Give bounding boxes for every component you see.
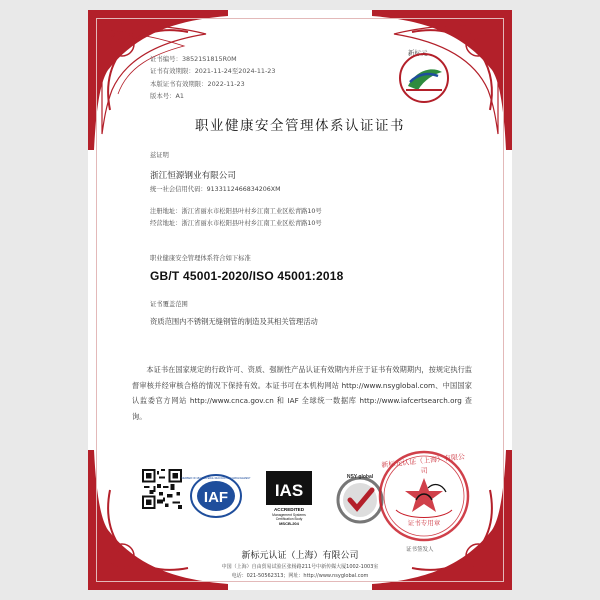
certify-label: 兹证明 [150, 152, 169, 159]
certificate-title: 职业健康安全管理体系认证证书 [195, 118, 405, 134]
certificate-meta [150, 53, 275, 103]
certificate-sheet [88, 10, 512, 590]
scope-text: 资质范围内不锈钢无缝钢管的制造及其相关管理活动 [150, 317, 318, 326]
certificate-number: 证书编号：38521S1815R0M [150, 55, 237, 63]
iaf-ring-text: MEMBER OF MULTILATERAL RECOGNITION ARRANGEMENT [181, 477, 251, 480]
scope-label: 证书覆盖范围 [150, 301, 188, 308]
top-logo-label: 新标元 [408, 49, 428, 57]
issuer-name: 新标元认证（上海）有限公司 [241, 551, 359, 561]
nsy-text: NSY global [346, 474, 374, 480]
ias-sub2: Management Systems [272, 513, 306, 517]
qr-code [142, 469, 182, 509]
iaf-text: IAF [203, 489, 229, 506]
ias-code: MSCB-204 [279, 521, 299, 526]
validity-notice: 本证书在国家规定的行政许可、资质、强制性产品认证有效期内并应于证书有效期期内，按规定执行监督审核并经审核合格的情况下保持有效。本证书可在本机构网站 http://www.nsyglobal.com、中国国家认监委官方网站 http://www.cnca.gov.cn 和 IAF 全球统一数据库 http://www.iafcertsearch.org 查询。 [132, 365, 472, 421]
validity-period: 证书有效期限：2021-11-24至2024-11-23 [150, 67, 276, 76]
signatory-label: 证书签发人 [406, 547, 434, 553]
issuer-contact: 电话：021-50562313；网址：http://www.nsyglobal.com [231, 573, 369, 579]
ias-sub3: Certification Body [275, 517, 303, 521]
standard-code: GB/T 45001-2020/ISO 45001:2018 [150, 269, 344, 283]
iaf-logo [181, 473, 251, 519]
registered-address: 注册地址：浙江省丽水市松阳县叶村乡江南工业区松青路10号 [150, 208, 322, 215]
seal-arc-text: 新标元认证（上海）有限公司 [380, 452, 466, 476]
issuer-address: 中国（上海）自由贸易试验区张杨路211号中新传媒大厦1002-1003室 [221, 564, 379, 570]
version-number: 版本号：A1 [150, 92, 184, 101]
office-address: 经营地址：浙江省丽水市松阳县叶村乡江南工业区松青路10号 [150, 220, 322, 227]
seal-bottom-text: 证书专用章 [407, 519, 441, 527]
credit-code: 统一社会信用代码：9133112466834206XM [150, 186, 281, 193]
ias-accreditation-logo [266, 471, 312, 527]
organization-name: 浙江恒源钢业有限公司 [150, 171, 236, 181]
conformity-statement: 职业健康安全管理体系符合如下标准 [150, 255, 251, 262]
ias-accredited: ACCREDITED [273, 507, 305, 512]
ias-text: IAS [274, 481, 304, 500]
issue-date: 本版证书有效期限：2022-11-23 [150, 79, 245, 88]
nsy-emblem-logo [394, 46, 454, 106]
